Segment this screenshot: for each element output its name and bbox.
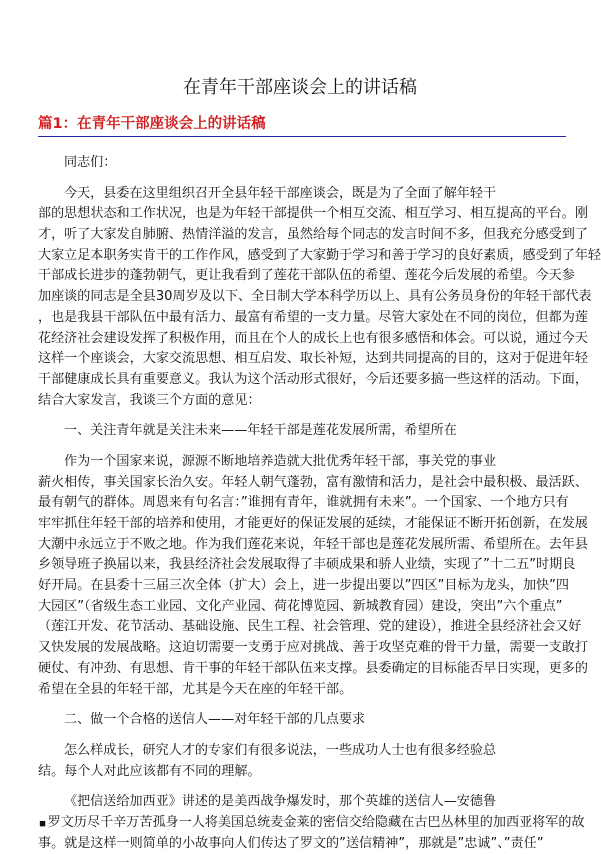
text-line: 结。每个人对此应该都有不同的理解。 bbox=[38, 763, 261, 779]
section-heading-2: 二、做一个合格的送信人——对年轻干部的几点要求 bbox=[64, 712, 366, 728]
text-line: 事。就是这样一则简单的小故事向人们传达了罗文的”送信精神”，那就是”忠诚”、”责任” bbox=[38, 835, 544, 851]
text-line: 大园区”（省级生态工业园、文化产业园、荷花博览园、新城教育园）建设，突出”六个重点” bbox=[38, 598, 563, 614]
text-line: 部的思想状态和工作状况，也是为年轻干部提供一个相互交流、相互学习、相互提高的平台。刚 bbox=[38, 206, 588, 222]
paragraph-youth bbox=[38, 452, 588, 700]
text-line: 《把信送给加西亚》讲述的是美西战争爆发时，那个英雄的送信人—安德鲁 bbox=[64, 794, 497, 810]
text-line-content: 罗文历尽千辛万苦孤身一人将美国总统麦金莱的密信交给隐藏在古巴丛林里的加西亚将军的故 bbox=[47, 814, 585, 830]
section-subtitle: 篇1：在青年干部座谈会上的讲话稿 bbox=[38, 116, 266, 132]
text-line: 加座谈的同志是全县30周岁及以下、全日制大学本科学历以上、具有公务员身份的年轻干部代表 bbox=[38, 289, 592, 305]
text-line: 花经济社会建设发挥了积极作用，而且在个人的成长上也有很多感悟和体会。可以说，通过今天 bbox=[38, 330, 588, 346]
section-heading-1: 一、关注青年就是关注未来——年轻干部是莲花发展所需，希望所在 bbox=[64, 423, 457, 439]
text-line: 牢牢抓住年轻干部的培养和使用，才能更好的保证发展的延续，才能保证不断开拓创新，在发展 bbox=[38, 516, 588, 531]
text-line: 最有朝气的群体。周恩来有句名言：”谁拥有青年，谁就拥有未来”。一个国家、一个地方只有 bbox=[38, 495, 569, 511]
text-line: 薪火相传，事关国家长治久安。年轻人朝气蓬勃，富有激情和活力，是社会中最积极、最活跃、 bbox=[38, 474, 588, 490]
text-line: 乡领导班子换届以来，我县经济社会发展取得了丰硕成果和骄人业绩，实现了”十二五”时期良 bbox=[38, 557, 576, 573]
text-line: 又快发展的发展战略。这迫切需要一支勇于应对挑战、善于攻坚克难的骨干力量，需要一支敢打 bbox=[38, 640, 588, 656]
text-line bbox=[35, 813, 585, 834]
text-line: 干部成长进步的蓬勃朝气，更让我看到了莲花干部队伍的希望、莲花今后发展的希望。今天参 bbox=[38, 268, 575, 284]
text-line: 这样一个座谈会，大家交流思想、相互启发、取长补短，达到共同提高的目的，这对于促进年轻 bbox=[38, 351, 588, 367]
document-body bbox=[35, 146, 601, 854]
paragraph-intro bbox=[38, 184, 601, 412]
text-line: 硬仗、有冲劲、有思想、肯干事的年轻干部队伍来支撑。县委确定的目标能否早日实现，更多的 bbox=[38, 660, 588, 676]
text-line: 大潮中永远立于不败之地。作为我们莲花来说，年轻干部也是莲花发展所需、希望所在。去年县 bbox=[38, 536, 588, 552]
text-line: 干部健康成长具有重要意义。我认为这个活动形式很好，今后还要多搞一些这样的活动。下面， bbox=[38, 371, 588, 387]
text-line: 作为一个国家来说，源源不断地培养造就大批优秀年轻干部，事关党的事业 bbox=[64, 453, 497, 469]
paragraph-growth bbox=[38, 741, 566, 782]
text-line: 怎么样成长，研究人才的专家们有很多说法，一些成功人士也有很多经验总 bbox=[64, 742, 497, 758]
text-line: 大家立足本职务实肯干的工作作风，感受到了大家勤于学习和善于学习的良好素质，感受到了年轻 bbox=[38, 247, 601, 263]
text-line: 今天，县委在这里组织召开全县年轻干部座谈会，既是为了全面了解年轻干 bbox=[64, 185, 497, 201]
text-line: 结合大家发言，我谈三个方面的意见： bbox=[38, 392, 261, 408]
replacement-glyph: ◆ bbox=[35, 817, 50, 831]
paragraph-garcia bbox=[35, 792, 585, 854]
text-line: 好开局。在县委十三届三次全体（扩大）会上，进一步提出要以”四区”目标为龙头，加快”四 bbox=[38, 578, 570, 594]
document-title: 在青年干部座谈会上的讲话稿 bbox=[183, 77, 417, 98]
subtitle-underline bbox=[38, 136, 566, 137]
text-line: ，也是我县干部队伍中最有活力、最富有希望的一支力量。尽管大家处在不同的岗位，但都为莲 bbox=[38, 309, 588, 325]
text-line: （莲江开发、花节活动、基础设施、民生工程、社会管理、党的建设），推进全县经济社会又好 bbox=[38, 619, 582, 635]
text-line: 希望在全县的年轻干部，尤其是今天在座的年轻干部。 bbox=[38, 681, 353, 697]
text-line: 才，听了大家发自肺腑、热情洋溢的发言，虽然给每个同志的发言时间不多，但我充分感受到了 bbox=[38, 227, 588, 243]
greeting: 同志们： bbox=[64, 155, 117, 170]
